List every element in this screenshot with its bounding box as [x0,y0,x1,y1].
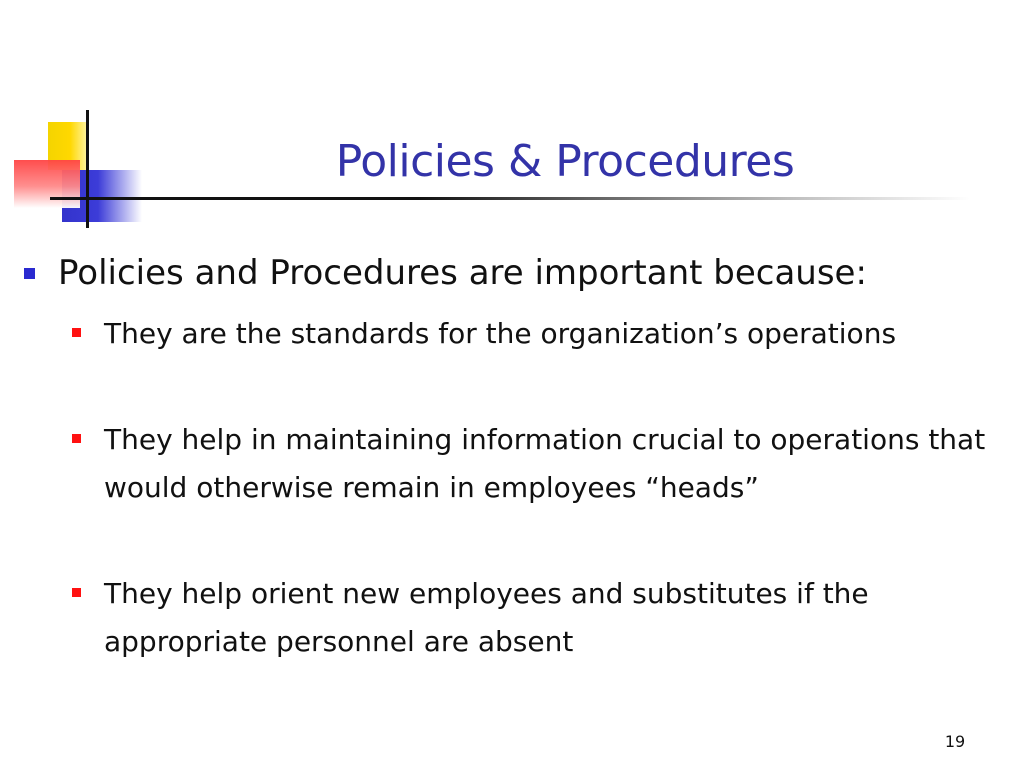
title-underline-rule [50,197,970,200]
main-bullet-text: Policies and Procedures are important because: [58,253,867,293]
decorative-logo-graphic [0,0,160,240]
page-number: 19 [944,732,966,751]
sub-bullet-text: They help orient new employees and substitutes if the appropriate personnel are absent [104,577,869,658]
square-bullet-icon [72,328,81,337]
red-square-decoration [14,160,80,208]
sub-bullet-text: They are the standards for the organization’s operations [104,317,897,350]
vertical-rule-decoration [86,110,89,228]
square-bullet-icon [72,434,81,443]
square-bullet-icon [24,268,35,279]
sub-bullet-text: They help in maintaining information crucial to operations that would otherwise remain in employees “heads” [104,423,986,504]
slide-title: Policies & Procedures [335,136,795,187]
square-bullet-icon [72,588,81,597]
